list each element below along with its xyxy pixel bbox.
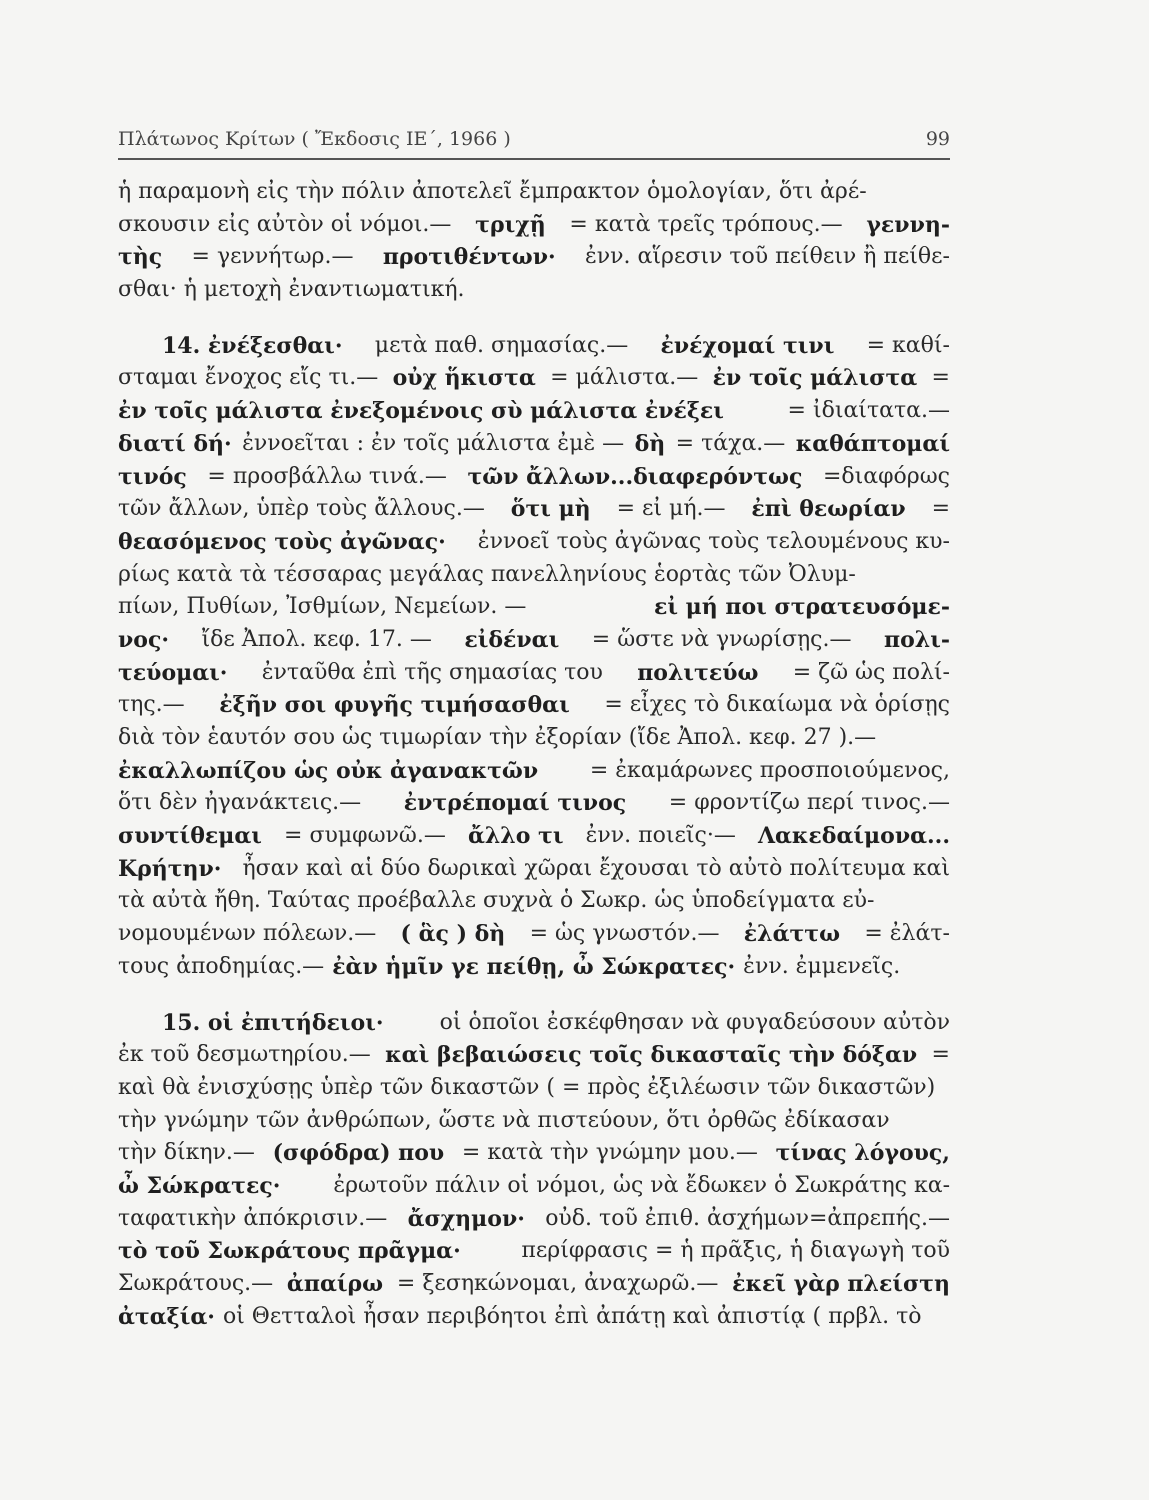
- text-line: [118, 1268, 950, 1301]
- lemma-term: ἐλάττω: [743, 921, 841, 948]
- lemma-term: ἄσχημον·: [407, 1205, 525, 1232]
- text-line: [118, 885, 950, 918]
- gloss-text: ἐρωτοῦν πάλιν οἱ νόμοι, ὡς νὰ ἔδωκεν ὁ Σωκράτης κα-: [333, 1172, 950, 1198]
- text-line: [118, 918, 950, 951]
- gloss-text: τὴν δίκην.—: [118, 1140, 255, 1166]
- gloss-text: οἱ Θετταλοὶ ἦσαν περιβόητοι ἐπὶ ἀπάτῃ καὶ ἀπιστίᾳ ( πρβλ. τὸ: [222, 1303, 922, 1329]
- header-rule: [118, 158, 950, 160]
- gloss-text: σκουσιν εἰς αὐτὸν οἱ νόμοι.—: [118, 211, 452, 237]
- text-line: [118, 689, 950, 722]
- gloss-text: =: [931, 1042, 950, 1068]
- gloss-text: πίων, Πυθίων, Ἰσθμίων, Νεμείων. —: [118, 594, 527, 620]
- lemma-term: ἐντρέπομαί τινος: [403, 790, 627, 817]
- lemma-term: πολιτεύω: [637, 659, 759, 686]
- gloss-text: ρίως κατὰ τὰ τέσσαρας μεγάλας πανελληνίους ἑορτὰς τῶν Ὀλυμ-: [118, 561, 856, 587]
- gloss-text: Σωκράτους.—: [118, 1271, 274, 1296]
- gloss-text: οὐδ. τοῦ ἐπιθ. ἀσχήμων=ἀπρεπής.—: [545, 1205, 950, 1231]
- gloss-text: περίφρασις = ἡ πρᾶξις, ἡ διαγωγὴ τοῦ: [521, 1238, 950, 1264]
- lemma-term: ἀπαίρω: [286, 1271, 384, 1297]
- gloss-text: = ξεσηκώνομαι, ἀναχωρῶ.—: [396, 1271, 719, 1296]
- text-line: [118, 853, 950, 886]
- gloss-text: τῶν ἄλλων, ὑπὲρ τοὺς ἄλλους.—: [118, 496, 485, 522]
- gloss-text: τὰ αὐτὰ ἤθη. Ταύτας προέβαλλε συχνὰ ὁ Σωκρ. ὡς ὑποδείγματα εὐ-: [118, 888, 875, 914]
- gloss-text: ἐκ τοῦ δεσμωτηρίου.—: [118, 1042, 371, 1068]
- text-line: [118, 787, 950, 820]
- text-line: [118, 820, 950, 853]
- text-line: [118, 241, 950, 274]
- gloss-text: =: [931, 365, 950, 391]
- text-line: [118, 951, 950, 984]
- gloss-text: = καθί-: [866, 332, 950, 358]
- gloss-text: =διαφόρως: [822, 463, 950, 489]
- lemma-term: ἐκεῖ γὰρ πλείστη: [732, 1271, 950, 1297]
- gloss-text: σταμαι ἔνοχος εἴς τι.—: [118, 365, 379, 391]
- lemma-term: ἄλλο τι: [467, 823, 564, 850]
- lemma-term: προτιθέντων·: [382, 244, 556, 271]
- lemma-term: τριχῇ: [475, 211, 546, 238]
- gloss-text: οἱ ὁποῖοι ἐσκέφθησαν νὰ φυγαδεύσουν αὐτὸν: [439, 1009, 950, 1035]
- lemma-term: νος·: [118, 626, 169, 653]
- gloss-text: = εἰ μή.—: [616, 496, 726, 522]
- gloss-text: διὰ τὸν ἑαυτόν σου ὡς τιμωρίαν τὴν ἐξορίαν (ἴδε Ἀπολ. κεφ. 27 ).—: [118, 725, 877, 750]
- gloss-text: τὴν γνώμην τῶν ἀνθρώπων, ὥστε νὰ πιστεύουν, ὅτι ὀρθῶς ἐδίκασαν: [118, 1107, 890, 1133]
- text-line: [118, 395, 950, 428]
- text-line: [118, 176, 950, 209]
- gloss-text: = κατὰ τρεῖς τρόπους.—: [569, 211, 843, 237]
- gloss-text: = προσβάλλω τινά.—: [207, 463, 447, 489]
- text-line: [118, 1170, 950, 1203]
- text-line: [118, 274, 950, 307]
- lemma-term: τεύομαι·: [118, 659, 228, 686]
- header-title: Πλάτωνος Κρίτων ( Ἔκδοσις ΙΕ΄, 1966 ): [118, 128, 511, 150]
- lemma-term: τῶν ἄλλων...διαφερόντως: [467, 463, 803, 490]
- lemma-term: ἐπὶ θεωρίαν: [751, 496, 906, 523]
- gloss-text: της.—: [118, 692, 185, 718]
- gloss-text: ἐννοεῖ τοὺς ἀγῶνας τοὺς τελουμένους κυ-: [477, 528, 950, 554]
- lemma-term: τίνας λόγους,: [775, 1140, 950, 1167]
- gloss-text: τους ἀποδημίας.—: [118, 953, 325, 979]
- lemma-term: ἐκαλλωπίζου ὡς οὐκ ἀγανακτῶν: [118, 757, 539, 784]
- lemma-term: 15. οἱ ἐπιτήδειοι·: [162, 1009, 384, 1036]
- text-line: [118, 624, 950, 657]
- gloss-text: = μάλιστα.—: [550, 365, 699, 391]
- lemma-term: τὴς: [118, 244, 163, 271]
- text-line: [118, 1105, 950, 1138]
- lemma-term: ἐν τοῖς μάλιστα: [712, 365, 918, 392]
- gloss-text: = ἰδιαίτατα.—: [787, 398, 950, 424]
- text-line: [118, 461, 950, 494]
- lemma-term: οὐχ ἥκιστα: [392, 365, 536, 392]
- lemma-term: ἐξῆν σοι φυγῆς τιμήσασθαι: [219, 692, 570, 719]
- page-number: 99: [925, 128, 950, 150]
- gloss-text: ταφατικὴν ἀπόκρισιν.—: [118, 1205, 388, 1231]
- lemma-term: διατί δή·: [118, 430, 232, 457]
- lemma-term: 14. ἐνέξεσθαι·: [162, 332, 343, 359]
- gloss-text: σθαι· ἡ μετοχὴ ἐναντιωματική.: [118, 277, 465, 303]
- gloss-text: ἐνν. αἵρεσιν τοῦ πείθειν ἢ πείθε-: [584, 244, 950, 270]
- lemma-term: Λακεδαίμονα...: [757, 823, 950, 850]
- gloss-text: = εἶχες τὸ δικαίωμα νὰ ὁρίσῃς: [604, 692, 950, 718]
- text-line: [118, 1039, 950, 1072]
- text-line: [118, 209, 950, 242]
- gloss-text: = ζῶ ὡς πολί-: [792, 659, 950, 685]
- text-line: [118, 755, 950, 788]
- gloss-text: ἡ παραμονὴ εἰς τὴν πόλιν ἀποτελεῖ ἔμπρακτον ὁμολογίαν, ὅτι ἀρέ-: [118, 179, 867, 204]
- text-line: [118, 722, 950, 755]
- text-line: [118, 1007, 950, 1040]
- text-line: [118, 591, 950, 624]
- gloss-text: = ὡς γνωστόν.—: [529, 921, 720, 947]
- gloss-text: = ἐλάτ-: [864, 921, 950, 947]
- text-line: [118, 1235, 950, 1268]
- lemma-term: ἐνέχομαί τινι: [660, 332, 835, 359]
- lemma-term: εἰδέναι: [464, 626, 560, 653]
- lemma-term: ( ἃς ) δὴ: [400, 921, 506, 948]
- gloss-text: = ὥστε νὰ γνωρίσῃς.—: [591, 626, 852, 652]
- lemma-term: γεννη-: [866, 211, 950, 238]
- gloss-text: ὅτι δὲν ἠγανάκτεις.—: [118, 790, 362, 816]
- gloss-text: ἐνν. ποιεῖς·—: [585, 823, 736, 849]
- gloss-text: = κατὰ τὴν γνώμην μου.—: [461, 1140, 758, 1166]
- gloss-text: νομουμένων πόλεων.—: [118, 921, 377, 947]
- text-line: [118, 657, 950, 690]
- lemma-term: ἀταξία·: [118, 1303, 215, 1330]
- gloss-text: =: [931, 496, 950, 522]
- text-line: [118, 428, 950, 461]
- body-text: [118, 176, 950, 1333]
- text-line: [118, 1137, 950, 1170]
- gloss-text: = φροντίζω περί τινος.—: [668, 790, 950, 816]
- gloss-text: = συμφωνῶ.—: [284, 823, 446, 849]
- lemma-term: Κρήτην·: [118, 855, 222, 882]
- text-line: [118, 362, 950, 395]
- lemma-term: θεασόμενος τοὺς ἀγῶνας·: [118, 528, 446, 555]
- lemma-term: (σφόδρα) που: [272, 1140, 445, 1167]
- lemma-term: ὦ Σώκρατες·: [118, 1172, 281, 1199]
- gloss-text: ἐνν. ἐμμενεῖς.: [743, 953, 901, 979]
- gloss-text: ἐνταῦθα ἐπὶ τῆς σημασίας του: [261, 659, 603, 685]
- lemma-term: εἰ μή ποι στρατευσόμε-: [653, 594, 950, 621]
- text-line: [118, 1072, 950, 1105]
- lemma-term: τινός: [118, 463, 187, 490]
- text-line: [118, 559, 950, 592]
- gloss-text: καὶ θὰ ἐνισχύσῃς ὑπὲρ τῶν δικαστῶν ( = πρὸς ἐξιλέωσιν τῶν δικαστῶν): [118, 1074, 936, 1100]
- lemma-term: συντίθεμαι: [118, 823, 262, 850]
- lemma-term: καθάπτομαί: [795, 430, 950, 457]
- lemma-term: τὸ τοῦ Σωκράτους πρᾶγμα·: [118, 1238, 461, 1265]
- text-line: [118, 1203, 950, 1236]
- gloss-text: ἴδε Ἀπολ. κεφ. 17. —: [201, 626, 432, 652]
- gloss-text: ἐννοεῖται : ἐν τοῖς μάλιστα ἐμὲ —: [242, 430, 625, 456]
- lemma-term: πολι-: [884, 626, 950, 653]
- gloss-text: = ἐκαμάρωνες προσποιούμενος,: [589, 757, 950, 783]
- gloss-text: ἦσαν καὶ αἱ δύο δωρικαὶ χῶραι ἔχουσαι τὸ αὐτὸ πολίτευμα καὶ: [242, 855, 950, 881]
- lemma-term: ὅτι μὴ: [510, 496, 591, 523]
- lemma-term: καὶ βεβαιώσεις τοῖς δικασταῖς τὴν δόξαν: [385, 1042, 918, 1069]
- text-line: [118, 526, 950, 559]
- running-header: [118, 128, 950, 150]
- lemma-term: ἐὰν ἡμῖν γε πείθῃ, ὦ Σώκρατες·: [332, 953, 736, 980]
- gloss-text: = τάχα.—: [675, 430, 786, 456]
- text-line: [118, 493, 950, 526]
- lemma-term: ἐν τοῖς μάλιστα ἐνεξομένοις σὺ μάλιστα ἐνέξει: [118, 398, 724, 425]
- gloss-text: = γεννήτωρ.—: [191, 244, 354, 270]
- text-line: [118, 330, 950, 363]
- gloss-text: μετὰ παθ. σημασίας.—: [374, 332, 629, 358]
- text-line: [118, 1301, 950, 1334]
- lemma-term: δὴ: [634, 430, 666, 457]
